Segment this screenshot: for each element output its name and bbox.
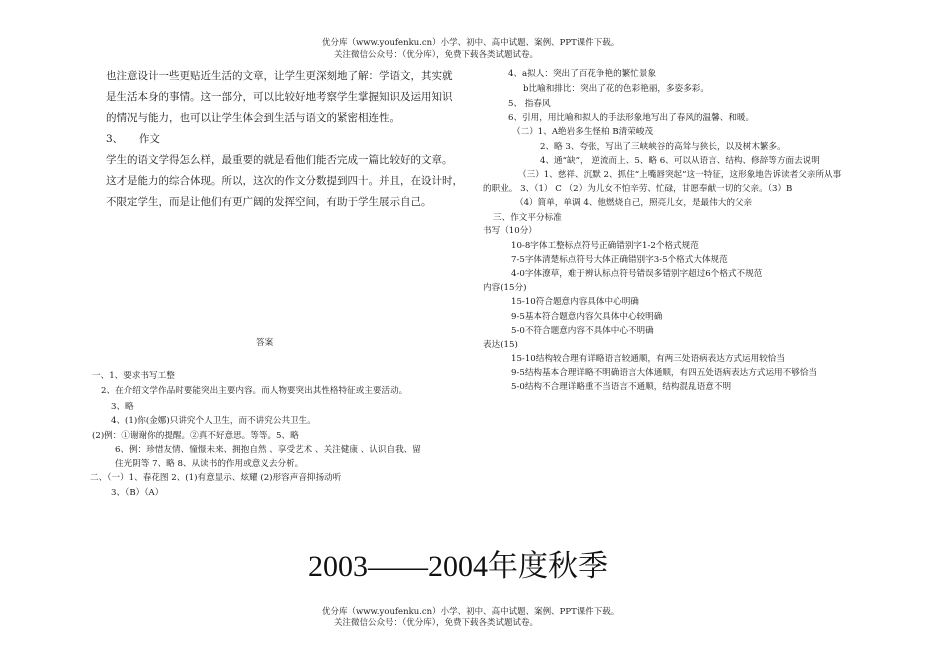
right-line: 6、引用，用比喻和拟人的手法形象地写出了春风的温馨、和暖。 [508,113,755,123]
answer-line: 4、(1)你(金娜)只讲究个人卫生，而不讲究公共卫生。 [111,416,316,426]
scoring-line: 7-5字体清楚标点符号大体正确错别字3-5个格式大体规范 [511,255,728,265]
answer-line: 3、（B）（A） [111,488,164,498]
header-line-2: 关注微信公众号：（优分库），免费下载各类试题试卷。 [334,50,539,60]
right-line: （4）简单，单调 4、他燃烧自己，照亮儿女，是最伟大的父亲 [515,198,753,208]
header-line-1: 优分库（www.youfenku.cn）小学、初中、高中试题、案例、PPT课件下载。 [322,38,620,48]
footer-line-2: 关注微信公众号：（优分库），免费下载各类试题试卷。 [334,618,539,628]
scoring-category: 书写（10分） [483,226,537,236]
answer-title: 答案 [256,338,274,348]
answer-line: 二、（一）1、春花图 2、(1)有意显示、炫耀 (2)形容声音抑扬动听 [90,473,342,483]
left-line: 这才是能力的综合体现。所以，这次的作文分数提到四十。并且，在设计时， [106,175,463,187]
left-line: 也注意设计一些更贴近生活的文章，让学生更深刻地了解：学语文，其实就 [106,70,453,82]
right-line: 5、 指春风 [508,99,551,109]
left-line: 不限定学生，而是让他们有更广阔的发挥空间，有助于学生展示自己。 [106,196,432,208]
scoring-line: 15-10结构较合理有详略语言较通顺，有两三处语病表达方式运用较恰当 [511,354,785,364]
left-heading-composition: 3、 作文 [106,133,160,145]
scoring-category: 内容(15分) [483,283,527,293]
right-line: （二）1、A绝岩多生怪柏 B清荣峻茂 [512,127,654,137]
right-line: 2、略 3、夸张，写出了三峡峡谷的高耸与狭长，以及树木繁多。 [540,142,786,152]
answer-line: (2)例：①谢谢你的提醒。②真不好意思。等等。5、略 [92,431,299,441]
answer-line: 2、在介绍文学作品时要能突出主要内容。而人物要突出其性格特征或主要活动。 [101,386,408,396]
footer-line-1: 优分库（www.youfenku.cn）小学、初中、高中试题、案例、PPT课件下载。 [322,607,620,617]
right-line: （三）1、慈祥、沉默 2、抓住“上嘴唇突起”这一特征，这形象地告诉读者父亲所从事 [518,170,842,180]
answer-line: 住光阴等 7、略 8、从读书的作用或意义去分析。 [115,459,304,469]
answer-line: 6、例：珍惜友情、憧憬未来、拥抱自然 、享受艺术 、关注健康 、认识自我、留 [115,445,421,455]
scoring-line: 9-5基本符合题意内容欠具体中心较明确 [511,312,663,322]
scoring-line: 4-0字体潦草，难于辨认标点符号错误多错别字超过6个格式不规范 [511,269,763,279]
answer-line: 3、略 [111,402,134,412]
left-line: 的情况与能力，也可以让学生体会到生活与语文的紧密相连性。 [106,112,400,124]
answer-line: 一、1、要求书写工整 [92,371,175,381]
scoring-heading: 三、作文平分标准 [493,213,562,223]
scoring-line: 15-10符合题意内容具体中心明确 [511,297,639,307]
scoring-line: 5-0不符合题意内容不具体中心不明确 [511,326,654,336]
scoring-line: 5-0结构不合理详略重不当语言不通顺，结构混乱语意不明 [511,382,732,392]
left-line: 学生的语文学得怎么样，最重要的就是看他们能否完成一篇比较好的文章。 [106,154,453,166]
left-line: 是生活本身的事情。这一部分，可以比较好地考察学生掌握知识及运用知识 [106,91,453,103]
scoring-category: 表达(15) [483,340,518,350]
big-title: 2003——2004年度秋季 [308,550,608,583]
right-line: 4、通“缺”， 逆流而上、5、略 6、可以从语言、结构、修辞等方面去说明 [540,156,820,166]
right-line: 4、a拟人：突出了百花争艳的繁忙景象 [508,69,657,79]
right-line: 的职业。 3、（1） C （2）为儿女不怕辛劳、忙碌，甘愿奉献一切的父亲。（3）B [483,184,793,194]
right-line: b比喻和排比：突出了花的色彩艳丽，多姿多彩。 [523,84,709,94]
scoring-line: 9-5结构基本合理详略不明确语言大体通顺，有四五处语病表达方式运用不够恰当 [511,368,818,378]
scoring-line: 10-8字体工整标点符号正确错别字1-2个格式规范 [511,241,699,251]
